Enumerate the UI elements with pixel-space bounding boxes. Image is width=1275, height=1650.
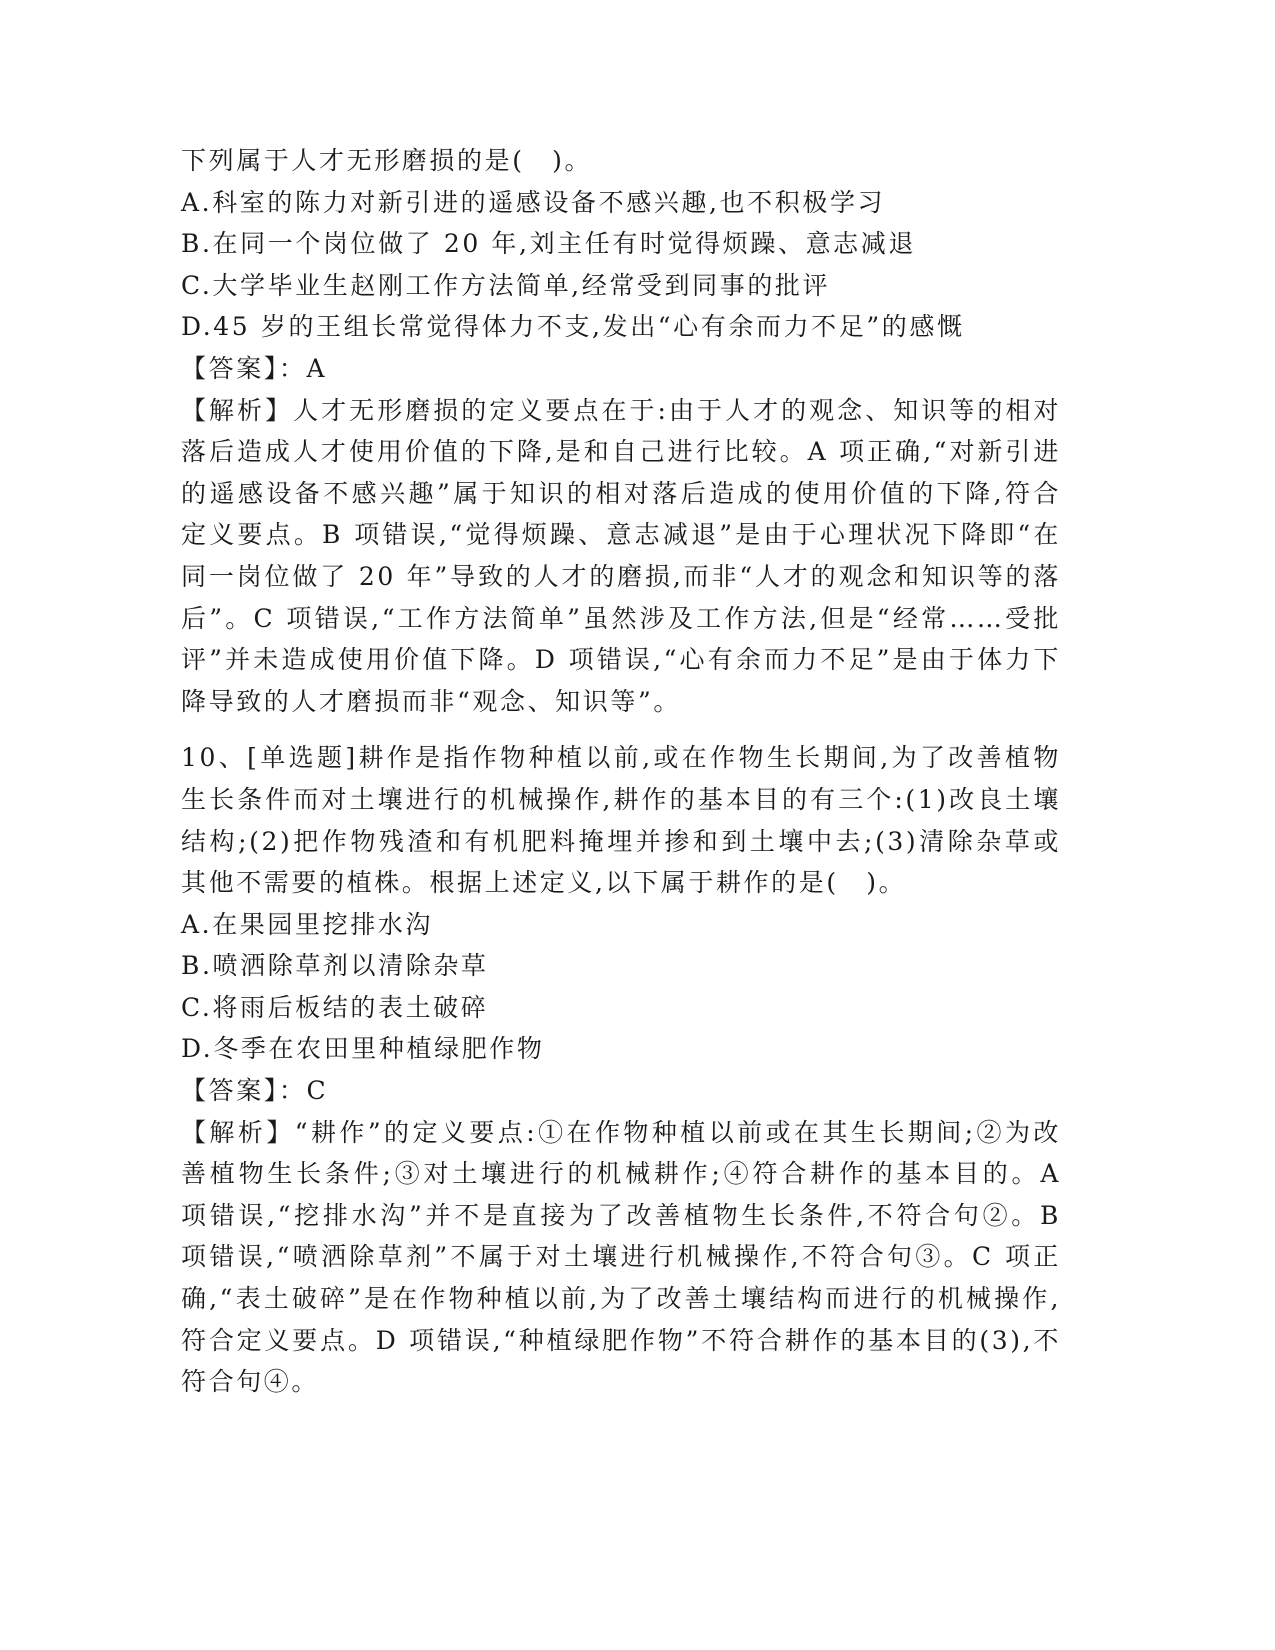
option-d: D.冬季在农田里种植绿肥作物 bbox=[181, 1034, 545, 1064]
option-c: C.大学毕业生赵刚工作方法简单,经常受到同事的批评 bbox=[181, 270, 831, 300]
option-a: A.在果园里挖排水沟 bbox=[181, 909, 434, 939]
document-page bbox=[181, 140, 1061, 1403]
analysis-text: 【解析】人才无形磨损的定义要点在于:由于人才的观念、知识等的相对落后造成人才使用价值的下降,是和自己进行比较。A 项正确,“对新引进的遥感设备不感兴趣”属于知识的相对落后造成的使用价值的下降,符合定义要点。B 项错误,“觉得烦躁、意志减退”是由于心理状况下降即“在同一岗位做了 20 年”导致的人才的磨损,而非“人才的观念和知识等的落后”。C 项错误,“工作方法简单”虽然涉及工作方法,但是“经常……受批评”并未造成使用价值下降。D 项错误,“心有余而力不足”是由于体力下降导致的人才磨损而非“观念、知识等”。 bbox=[181, 395, 1061, 716]
answer-line: 【答案】：C bbox=[181, 1076, 329, 1106]
answer-line: 【答案】：A bbox=[181, 353, 328, 383]
question-text: 10、[单选题]耕作是指作物种植以前,或在作物生长期间,为了改善植物生长条件而对土壤进行的机械操作,耕作的基本目的有三个:(1)改良土壤结构;(2)把作物残渣和有机肥料掩埋并掺和到土壤中去;(3)清除杂草或其他不需要的植株。根据上述定义,以下属于耕作的是( )。 bbox=[181, 743, 1061, 898]
option-b: B.喷洒除草剂以清除杂草 bbox=[181, 951, 489, 981]
question-text: 下列属于人才无形磨损的是( )。 bbox=[181, 146, 593, 175]
option-c: C.将雨后板结的表土破碎 bbox=[181, 992, 489, 1022]
option-a: A.科室的陈力对新引进的遥感设备不感兴趣,也不积极学习 bbox=[181, 187, 886, 217]
analysis-text: 【解析】“耕作”的定义要点:①在作物种植以前或在其生长期间;②为改善植物生长条件;③对土壤进行的机械耕作;④符合耕作的基本目的。A 项错误,“挖排水沟”并不是直接为了改善植物生长条件,不符合句②。B 项错误,“喷洒除草剂”不属于对土壤进行机械操作,不符合句③。C 项正确,“表土破碎”是在作物种植以前,为了改善土壤结构而进行的机械操作,符合定义要点。D 项错误,“种植绿肥作物”不符合耕作的基本目的(3),不符合句④。 bbox=[181, 1117, 1061, 1397]
question-block-1 bbox=[181, 140, 1061, 722]
question-block-2 bbox=[181, 737, 1061, 1403]
option-b: B.在同一个岗位做了 20 年,刘主任有时觉得烦躁、意志减退 bbox=[181, 229, 916, 259]
option-d: D.45 岁的王组长常觉得体力不支,发出“心有余而力不足”的感慨 bbox=[181, 312, 965, 342]
